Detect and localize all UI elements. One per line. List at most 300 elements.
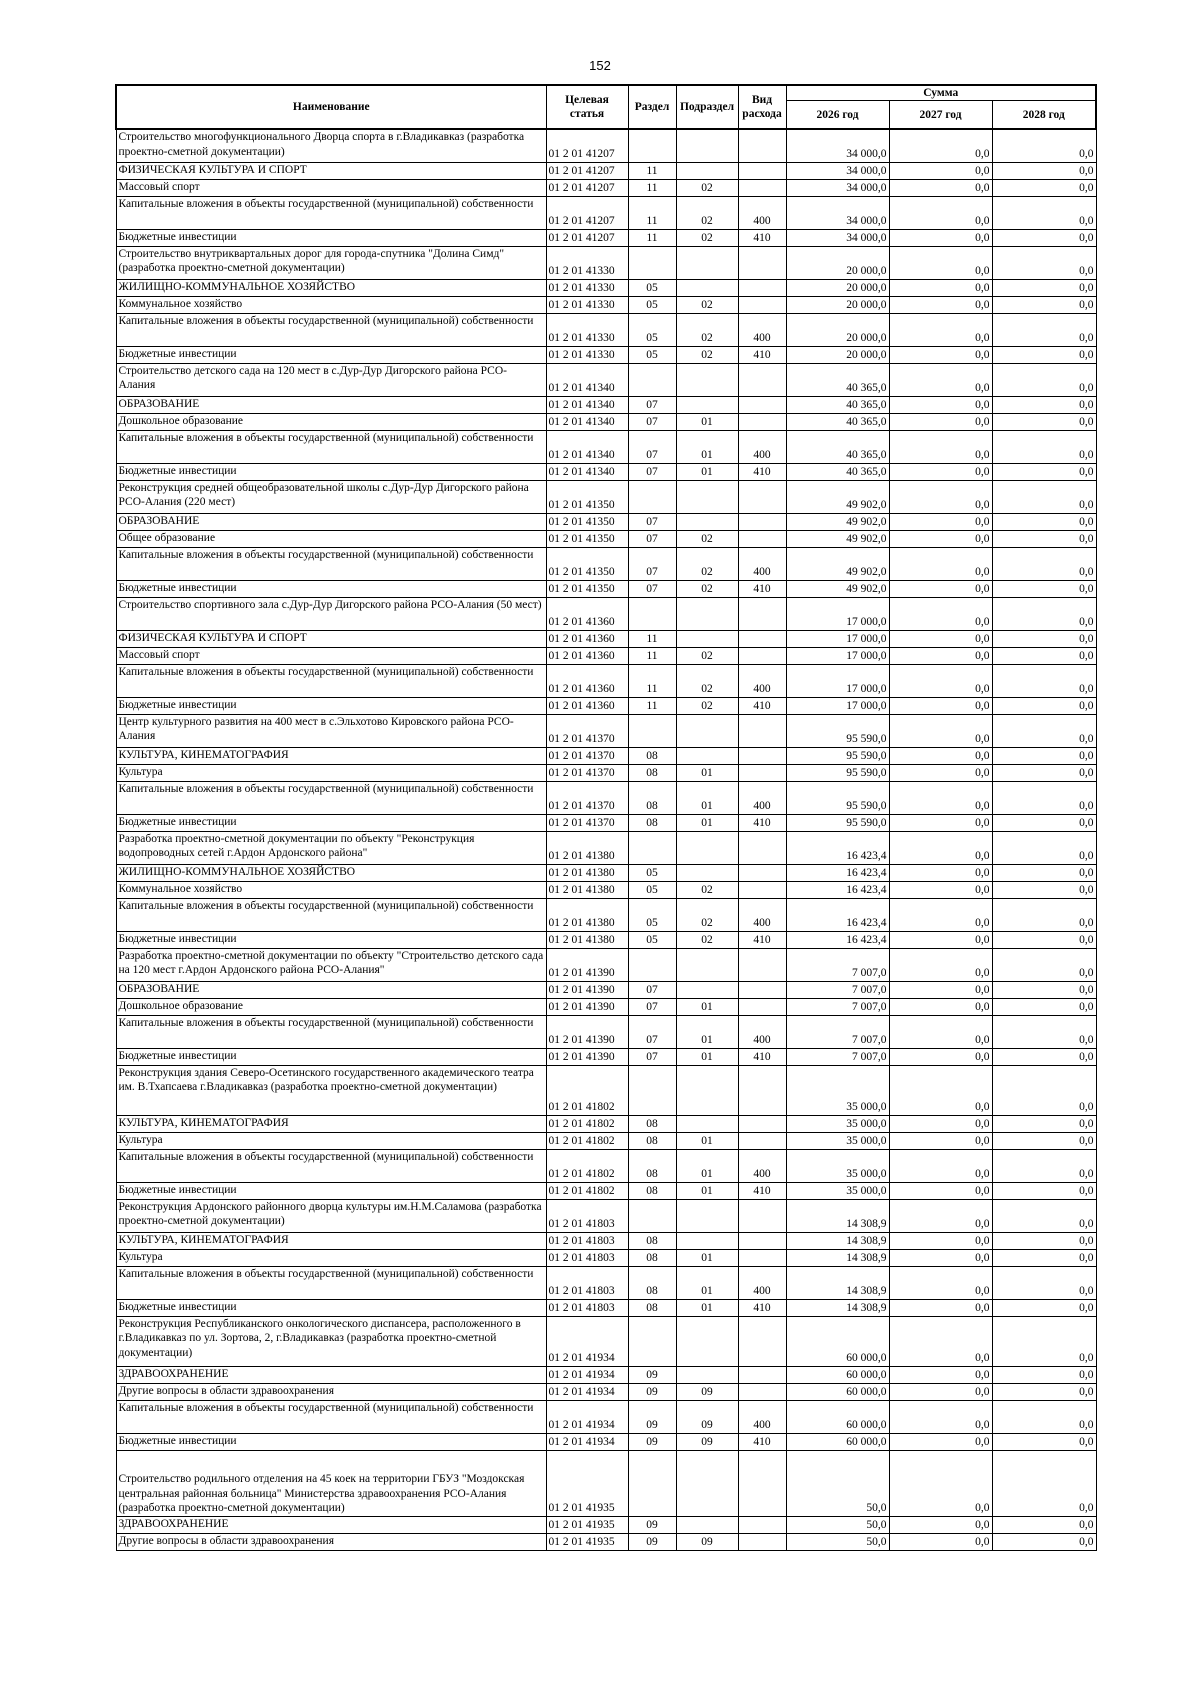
cell-amount-2027: 0,0 <box>889 1450 992 1516</box>
cell-section: 05 <box>628 864 676 881</box>
cell-expense-type <box>738 747 786 764</box>
cell-section: 05 <box>628 346 676 363</box>
cell-expense-type <box>738 1132 786 1149</box>
table-row <box>116 513 1096 530</box>
cell-amount-2028: 0,0 <box>992 931 1096 948</box>
cell-target-code: 01 2 01 41802 <box>546 1065 628 1115</box>
cell-amount-2027: 0,0 <box>889 1433 992 1450</box>
cell-amount-2028: 0,0 <box>992 630 1096 647</box>
cell-subsection <box>676 1115 738 1132</box>
cell-target-code: 01 2 01 41934 <box>546 1383 628 1400</box>
cell-section: 07 <box>628 1048 676 1065</box>
cell-section: 09 <box>628 1383 676 1400</box>
cell-target-code: 01 2 01 41350 <box>546 480 628 513</box>
cell-expense-type <box>738 363 786 396</box>
cell-subsection: 09 <box>676 1383 738 1400</box>
cell-target-code: 01 2 01 41370 <box>546 764 628 781</box>
cell-name: Бюджетные инвестиции <box>116 931 546 948</box>
cell-expense-type: 400 <box>738 781 786 814</box>
cell-subsection: 02 <box>676 547 738 580</box>
cell-name: Коммунальное хозяйство <box>116 881 546 898</box>
cell-amount-2027: 0,0 <box>889 630 992 647</box>
cell-amount-2027: 0,0 <box>889 697 992 714</box>
cell-subsection: 02 <box>676 697 738 714</box>
cell-expense-type: 400 <box>738 664 786 697</box>
cell-name: Капитальные вложения в объекты государственной (муниципальной) собственности <box>116 898 546 931</box>
cell-expense-type <box>738 396 786 413</box>
cell-amount-2027: 0,0 <box>889 1132 992 1149</box>
cell-expense-type <box>738 1450 786 1516</box>
cell-target-code: 01 2 01 41934 <box>546 1366 628 1383</box>
table-row <box>116 413 1096 430</box>
cell-amount-2026: 7 007,0 <box>786 1015 889 1048</box>
table-row <box>116 580 1096 597</box>
cell-amount-2026: 7 007,0 <box>786 1048 889 1065</box>
cell-subsection <box>676 246 738 279</box>
cell-name: Бюджетные инвестиции <box>116 1433 546 1450</box>
cell-amount-2028: 0,0 <box>992 1316 1096 1366</box>
cell-section <box>628 1316 676 1366</box>
header-year-2027: 2027 год <box>889 101 992 130</box>
cell-name: Бюджетные инвестиции <box>116 1048 546 1065</box>
table-row <box>116 196 1096 229</box>
cell-name: Другие вопросы в области здравоохранения <box>116 1383 546 1400</box>
cell-expense-type: 410 <box>738 229 786 246</box>
cell-amount-2027: 0,0 <box>889 513 992 530</box>
cell-subsection <box>676 864 738 881</box>
cell-expense-type: 400 <box>738 898 786 931</box>
cell-name: Массовый спорт <box>116 647 546 664</box>
cell-section: 05 <box>628 279 676 296</box>
cell-amount-2026: 35 000,0 <box>786 1182 889 1199</box>
cell-expense-type: 400 <box>738 430 786 463</box>
cell-amount-2027: 0,0 <box>889 1115 992 1132</box>
cell-amount-2027: 0,0 <box>889 1182 992 1199</box>
cell-name: ОБРАЗОВАНИЕ <box>116 981 546 998</box>
cell-subsection <box>676 129 738 162</box>
cell-amount-2028: 0,0 <box>992 363 1096 396</box>
table-row <box>116 1266 1096 1299</box>
cell-name: Реконструкция средней общеобразовательной школы с.Дур-Дур Дигорского района РСО-Алания (220 мест) <box>116 480 546 513</box>
cell-target-code: 01 2 01 41340 <box>546 396 628 413</box>
cell-target-code: 01 2 01 41380 <box>546 898 628 931</box>
table-row <box>116 1533 1096 1550</box>
cell-section: 07 <box>628 430 676 463</box>
cell-amount-2026: 20 000,0 <box>786 313 889 346</box>
cell-amount-2027: 0,0 <box>889 1065 992 1115</box>
cell-expense-type: 410 <box>738 1048 786 1065</box>
cell-subsection: 01 <box>676 413 738 430</box>
cell-target-code: 01 2 01 41803 <box>546 1249 628 1266</box>
cell-section <box>628 246 676 279</box>
cell-amount-2026: 49 902,0 <box>786 547 889 580</box>
cell-name: Бюджетные инвестиции <box>116 463 546 480</box>
cell-name: Капитальные вложения в объекты государственной (муниципальной) собственности <box>116 781 546 814</box>
header-target: Целевая статья <box>546 85 628 129</box>
cell-amount-2026: 7 007,0 <box>786 981 889 998</box>
cell-expense-type <box>738 831 786 864</box>
table-row <box>116 714 1096 747</box>
table-row <box>116 664 1096 697</box>
cell-subsection: 01 <box>676 1015 738 1048</box>
cell-amount-2026: 35 000,0 <box>786 1115 889 1132</box>
table-row <box>116 1115 1096 1132</box>
table-body <box>116 129 1096 1550</box>
cell-target-code: 01 2 01 41802 <box>546 1115 628 1132</box>
cell-subsection: 02 <box>676 664 738 697</box>
cell-amount-2027: 0,0 <box>889 998 992 1015</box>
cell-name: ЗДРАВООХРАНЕНИЕ <box>116 1516 546 1533</box>
cell-amount-2027: 0,0 <box>889 781 992 814</box>
cell-expense-type <box>738 1316 786 1366</box>
cell-amount-2027: 0,0 <box>889 764 992 781</box>
table-row <box>116 1132 1096 1149</box>
cell-amount-2028: 0,0 <box>992 296 1096 313</box>
cell-amount-2028: 0,0 <box>992 714 1096 747</box>
cell-target-code: 01 2 01 41390 <box>546 998 628 1015</box>
cell-amount-2028: 0,0 <box>992 864 1096 881</box>
cell-name: Капитальные вложения в объекты государственной (муниципальной) собственности <box>116 1149 546 1182</box>
cell-amount-2027: 0,0 <box>889 430 992 463</box>
cell-expense-type <box>738 413 786 430</box>
cell-expense-type: 410 <box>738 580 786 597</box>
cell-amount-2026: 34 000,0 <box>786 229 889 246</box>
cell-amount-2027: 0,0 <box>889 1316 992 1366</box>
cell-expense-type: 410 <box>738 346 786 363</box>
table-row <box>116 630 1096 647</box>
table-row <box>116 246 1096 279</box>
cell-section: 08 <box>628 764 676 781</box>
cell-amount-2027: 0,0 <box>889 1299 992 1316</box>
cell-amount-2028: 0,0 <box>992 1516 1096 1533</box>
cell-amount-2026: 95 590,0 <box>786 747 889 764</box>
cell-name: Массовый спорт <box>116 179 546 196</box>
cell-amount-2028: 0,0 <box>992 1383 1096 1400</box>
cell-target-code: 01 2 01 41803 <box>546 1199 628 1232</box>
cell-amount-2027: 0,0 <box>889 129 992 162</box>
cell-name: Бюджетные инвестиции <box>116 346 546 363</box>
cell-amount-2027: 0,0 <box>889 1048 992 1065</box>
cell-subsection: 01 <box>676 764 738 781</box>
cell-target-code: 01 2 01 41934 <box>546 1400 628 1433</box>
cell-name: ЖИЛИЩНО-КОММУНАЛЬНОЕ ХОЗЯЙСТВО <box>116 864 546 881</box>
cell-amount-2028: 0,0 <box>992 413 1096 430</box>
cell-subsection: 02 <box>676 196 738 229</box>
cell-subsection <box>676 948 738 981</box>
cell-name: Коммунальное хозяйство <box>116 296 546 313</box>
cell-expense-type <box>738 1065 786 1115</box>
cell-name: КУЛЬТУРА, КИНЕМАТОГРАФИЯ <box>116 747 546 764</box>
cell-amount-2027: 0,0 <box>889 597 992 630</box>
cell-section: 05 <box>628 881 676 898</box>
cell-subsection: 01 <box>676 998 738 1015</box>
cell-subsection: 01 <box>676 1182 738 1199</box>
cell-subsection <box>676 1065 738 1115</box>
cell-amount-2028: 0,0 <box>992 1366 1096 1383</box>
cell-name: Строительство детского сада на 120 мест в с.Дур-Дур Дигорского района РСО-Алания <box>116 363 546 396</box>
table-row <box>116 1299 1096 1316</box>
cell-amount-2028: 0,0 <box>992 246 1096 279</box>
cell-amount-2027: 0,0 <box>889 396 992 413</box>
cell-amount-2028: 0,0 <box>992 1015 1096 1048</box>
cell-target-code: 01 2 01 41380 <box>546 881 628 898</box>
cell-amount-2028: 0,0 <box>992 480 1096 513</box>
cell-section: 09 <box>628 1516 676 1533</box>
cell-amount-2028: 0,0 <box>992 764 1096 781</box>
cell-target-code: 01 2 01 41370 <box>546 747 628 764</box>
cell-amount-2027: 0,0 <box>889 647 992 664</box>
cell-section <box>628 129 676 162</box>
cell-target-code: 01 2 01 41390 <box>546 948 628 981</box>
cell-target-code: 01 2 01 41350 <box>546 547 628 580</box>
cell-subsection <box>676 597 738 630</box>
cell-target-code: 01 2 01 41330 <box>546 246 628 279</box>
cell-section <box>628 1065 676 1115</box>
cell-subsection <box>676 831 738 864</box>
cell-amount-2026: 17 000,0 <box>786 597 889 630</box>
cell-target-code: 01 2 01 41390 <box>546 981 628 998</box>
cell-subsection: 09 <box>676 1533 738 1550</box>
cell-amount-2028: 0,0 <box>992 313 1096 346</box>
cell-section: 08 <box>628 747 676 764</box>
cell-target-code: 01 2 01 41934 <box>546 1433 628 1450</box>
table-row <box>116 547 1096 580</box>
cell-amount-2027: 0,0 <box>889 229 992 246</box>
cell-section: 09 <box>628 1400 676 1433</box>
table-row <box>116 162 1096 179</box>
cell-subsection <box>676 162 738 179</box>
cell-amount-2026: 35 000,0 <box>786 1132 889 1149</box>
cell-expense-type <box>738 998 786 1015</box>
cell-subsection <box>676 630 738 647</box>
cell-amount-2027: 0,0 <box>889 864 992 881</box>
cell-name: Строительство спортивного зала с.Дур-Дур Дигорского района РСО-Алания (50 мест) <box>116 597 546 630</box>
cell-amount-2026: 16 423,4 <box>786 931 889 948</box>
cell-target-code: 01 2 01 41360 <box>546 647 628 664</box>
table-row <box>116 814 1096 831</box>
cell-amount-2026: 95 590,0 <box>786 714 889 747</box>
cell-amount-2027: 0,0 <box>889 814 992 831</box>
cell-expense-type <box>738 1383 786 1400</box>
cell-amount-2026: 60 000,0 <box>786 1400 889 1433</box>
cell-amount-2028: 0,0 <box>992 948 1096 981</box>
cell-subsection: 01 <box>676 814 738 831</box>
cell-amount-2028: 0,0 <box>992 179 1096 196</box>
cell-target-code: 01 2 01 41360 <box>546 697 628 714</box>
cell-subsection <box>676 363 738 396</box>
cell-expense-type <box>738 1249 786 1266</box>
cell-amount-2028: 0,0 <box>992 781 1096 814</box>
table-header <box>116 85 1096 129</box>
cell-amount-2026: 7 007,0 <box>786 998 889 1015</box>
cell-amount-2028: 0,0 <box>992 279 1096 296</box>
cell-amount-2028: 0,0 <box>992 664 1096 697</box>
cell-amount-2028: 0,0 <box>992 1299 1096 1316</box>
cell-amount-2026: 50,0 <box>786 1516 889 1533</box>
cell-name: Бюджетные инвестиции <box>116 814 546 831</box>
cell-amount-2026: 60 000,0 <box>786 1433 889 1450</box>
cell-amount-2026: 16 423,4 <box>786 898 889 931</box>
cell-name: Капитальные вложения в объекты государственной (муниципальной) собственности <box>116 547 546 580</box>
table-row <box>116 747 1096 764</box>
cell-amount-2026: 60 000,0 <box>786 1366 889 1383</box>
cell-amount-2028: 0,0 <box>992 747 1096 764</box>
budget-table <box>115 84 1097 1551</box>
table-row <box>116 363 1096 396</box>
cell-target-code: 01 2 01 41935 <box>546 1516 628 1533</box>
cell-amount-2028: 0,0 <box>992 1199 1096 1232</box>
table-row <box>116 1516 1096 1533</box>
cell-section <box>628 831 676 864</box>
cell-target-code: 01 2 01 41803 <box>546 1266 628 1299</box>
cell-subsection <box>676 480 738 513</box>
cell-subsection: 02 <box>676 346 738 363</box>
cell-name: Культура <box>116 1132 546 1149</box>
cell-expense-type <box>738 1533 786 1550</box>
cell-amount-2026: 60 000,0 <box>786 1383 889 1400</box>
cell-amount-2026: 35 000,0 <box>786 1149 889 1182</box>
cell-target-code: 01 2 01 41390 <box>546 1048 628 1065</box>
cell-section: 11 <box>628 647 676 664</box>
cell-amount-2027: 0,0 <box>889 162 992 179</box>
cell-target-code: 01 2 01 41380 <box>546 931 628 948</box>
cell-target-code: 01 2 01 41340 <box>546 463 628 480</box>
cell-section: 07 <box>628 513 676 530</box>
cell-section: 08 <box>628 1182 676 1199</box>
cell-expense-type <box>738 179 786 196</box>
cell-name: Капитальные вложения в объекты государственной (муниципальной) собственности <box>116 664 546 697</box>
cell-section: 11 <box>628 196 676 229</box>
cell-section: 11 <box>628 179 676 196</box>
cell-expense-type: 410 <box>738 1182 786 1199</box>
cell-amount-2027: 0,0 <box>889 881 992 898</box>
cell-subsection <box>676 747 738 764</box>
cell-amount-2026: 95 590,0 <box>786 814 889 831</box>
cell-amount-2028: 0,0 <box>992 129 1096 162</box>
cell-amount-2026: 20 000,0 <box>786 346 889 363</box>
cell-expense-type <box>738 1366 786 1383</box>
cell-amount-2028: 0,0 <box>992 1115 1096 1132</box>
table-row <box>116 931 1096 948</box>
cell-subsection <box>676 1199 738 1232</box>
table-row <box>116 430 1096 463</box>
cell-amount-2026: 20 000,0 <box>786 296 889 313</box>
cell-amount-2026: 40 365,0 <box>786 413 889 430</box>
cell-section: 08 <box>628 1115 676 1132</box>
cell-section <box>628 480 676 513</box>
cell-expense-type <box>738 162 786 179</box>
cell-section: 11 <box>628 229 676 246</box>
table-row <box>116 998 1096 1015</box>
cell-name: ЖИЛИЩНО-КОММУНАЛЬНОЕ ХОЗЯЙСТВО <box>116 279 546 296</box>
cell-amount-2028: 0,0 <box>992 1182 1096 1199</box>
cell-name: Центр культурного развития на 400 мест в с.Эльхотово Кировского района РСО-Алания <box>116 714 546 747</box>
table-row <box>116 1048 1096 1065</box>
cell-expense-type <box>738 480 786 513</box>
cell-amount-2026: 34 000,0 <box>786 129 889 162</box>
cell-amount-2026: 16 423,4 <box>786 831 889 864</box>
cell-section <box>628 1450 676 1516</box>
cell-amount-2027: 0,0 <box>889 1199 992 1232</box>
cell-name: ОБРАЗОВАНИЕ <box>116 396 546 413</box>
cell-expense-type: 410 <box>738 697 786 714</box>
cell-target-code: 01 2 01 41802 <box>546 1132 628 1149</box>
cell-section: 08 <box>628 1249 676 1266</box>
cell-amount-2026: 14 308,9 <box>786 1232 889 1249</box>
cell-expense-type: 400 <box>738 1400 786 1433</box>
cell-subsection <box>676 1516 738 1533</box>
cell-section: 08 <box>628 814 676 831</box>
cell-name: КУЛЬТУРА, КИНЕМАТОГРАФИЯ <box>116 1232 546 1249</box>
cell-name: Разработка проектно-сметной документации по объекту "Строительство детского сада на 120 мест г.Ардон Ардонского района РСО-Алания" <box>116 948 546 981</box>
cell-name: Бюджетные инвестиции <box>116 580 546 597</box>
cell-subsection <box>676 1232 738 1249</box>
cell-amount-2026: 60 000,0 <box>786 1316 889 1366</box>
cell-amount-2026: 50,0 <box>786 1450 889 1516</box>
cell-section <box>628 948 676 981</box>
cell-amount-2026: 17 000,0 <box>786 664 889 697</box>
cell-name: КУЛЬТУРА, КИНЕМАТОГРАФИЯ <box>116 1115 546 1132</box>
cell-amount-2027: 0,0 <box>889 463 992 480</box>
cell-amount-2026: 7 007,0 <box>786 948 889 981</box>
table-row <box>116 530 1096 547</box>
cell-section: 08 <box>628 1132 676 1149</box>
cell-target-code: 01 2 01 41330 <box>546 296 628 313</box>
header-subsection: Подраздел <box>676 85 738 129</box>
cell-amount-2027: 0,0 <box>889 580 992 597</box>
cell-subsection: 02 <box>676 313 738 346</box>
cell-name: ЗДРАВООХРАНЕНИЕ <box>116 1366 546 1383</box>
cell-name: ФИЗИЧЕСКАЯ КУЛЬТУРА И СПОРТ <box>116 162 546 179</box>
cell-target-code: 01 2 01 41360 <box>546 664 628 697</box>
cell-section: 07 <box>628 580 676 597</box>
cell-expense-type: 410 <box>738 1433 786 1450</box>
table-row <box>116 480 1096 513</box>
cell-section: 08 <box>628 781 676 814</box>
cell-amount-2027: 0,0 <box>889 530 992 547</box>
cell-amount-2026: 49 902,0 <box>786 580 889 597</box>
header-name: Наименование <box>116 85 546 129</box>
table-row <box>116 1182 1096 1199</box>
cell-amount-2028: 0,0 <box>992 881 1096 898</box>
cell-subsection: 02 <box>676 179 738 196</box>
cell-amount-2027: 0,0 <box>889 714 992 747</box>
cell-amount-2028: 0,0 <box>992 196 1096 229</box>
cell-subsection: 02 <box>676 580 738 597</box>
page-number: 152 <box>589 58 611 73</box>
cell-amount-2026: 40 365,0 <box>786 396 889 413</box>
cell-name: Капитальные вложения в объекты государственной (муниципальной) собственности <box>116 1400 546 1433</box>
cell-expense-type: 400 <box>738 1149 786 1182</box>
cell-name: Капитальные вложения в объекты государственной (муниципальной) собственности <box>116 313 546 346</box>
table-row <box>116 229 1096 246</box>
table-row <box>116 1232 1096 1249</box>
cell-amount-2027: 0,0 <box>889 664 992 697</box>
cell-amount-2026: 49 902,0 <box>786 530 889 547</box>
header-sum: Сумма <box>786 85 1096 101</box>
cell-subsection: 02 <box>676 881 738 898</box>
cell-section: 08 <box>628 1149 676 1182</box>
table-row <box>116 396 1096 413</box>
cell-section: 05 <box>628 296 676 313</box>
cell-name: Бюджетные инвестиции <box>116 1299 546 1316</box>
table-row <box>116 981 1096 998</box>
cell-name: Общее образование <box>116 530 546 547</box>
table-row <box>116 346 1096 363</box>
table-row <box>116 647 1096 664</box>
cell-expense-type <box>738 1115 786 1132</box>
header-year-2026: 2026 год <box>786 101 889 130</box>
